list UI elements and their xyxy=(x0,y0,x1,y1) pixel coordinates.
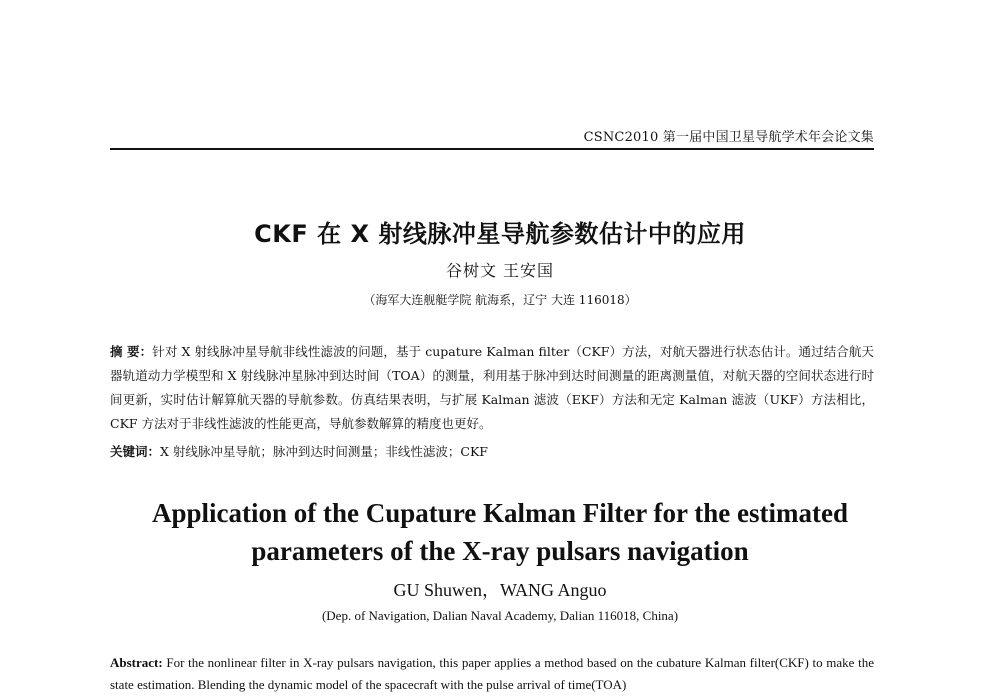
chinese-affiliation: （海军大连舰艇学院 航海系，辽宁 大连 116018） xyxy=(363,293,637,307)
english-authors: GU Shuwen，WANG Anguo xyxy=(393,580,607,600)
chinese-abstract-text: 针对 X 射线脉冲星导航非线性滤波的问题，基于 cupature Kalman filter（CKF）方法，对航天器进行状态估计。通过结合航天器轨道动力学模型和 X 射线脉冲星脉冲到达时间（TOA）的测量，利用基于脉冲到达时间测量的距离测量值，对航天器的空间状态进行时间更新，实时估计解算航天器的导航参数。仿真结果表明，与扩展 Kalman 滤波（EKF）方法和无定 Kalman 滤波（UKF）方法相比， CKF 方法对于非线性滤波的性能更高，导航参数解算的精度也更好。 xyxy=(110,344,874,431)
chinese-authors: 谷树文 王安国 xyxy=(445,261,555,280)
chinese-keywords-text: X 射线脉冲星导航；脉冲到达时间测量；非线性滤波；CKF xyxy=(160,444,488,459)
english-title-line-1: Application of the Cupature Kalman Filter for the estimated xyxy=(152,498,848,528)
running-header: CSNC2010 第一届中国卫星导航学术年会论文集 xyxy=(583,130,874,145)
header-rule xyxy=(110,148,874,150)
chinese-title: CKF 在 X 射线脉冲星导航参数估计中的应用 xyxy=(254,220,746,248)
chinese-abstract-label: 摘 要： xyxy=(110,344,153,359)
english-title xyxy=(0,494,1000,570)
english-abstract-text: For the nonlinear filter in X-ray pulsars navigation, this paper applies a method based on the cubature Kalman filter(CKF) to make the state estimation. Blending the dynamic model of the spacecraft with the pulse arrival of time(TOA) xyxy=(110,655,874,692)
chinese-keywords-label: 关键词： xyxy=(110,444,161,459)
english-abstract-label: Abstract: xyxy=(110,655,163,670)
english-affiliation: (Dep. of Navigation, Dalian Naval Academy, Dalian 116018, China) xyxy=(321,608,679,623)
chinese-keywords xyxy=(110,440,874,464)
english-title-line-2: parameters of the X-ray pulsars navigation xyxy=(251,536,749,566)
chinese-abstract xyxy=(110,340,874,436)
english-abstract xyxy=(110,652,874,696)
